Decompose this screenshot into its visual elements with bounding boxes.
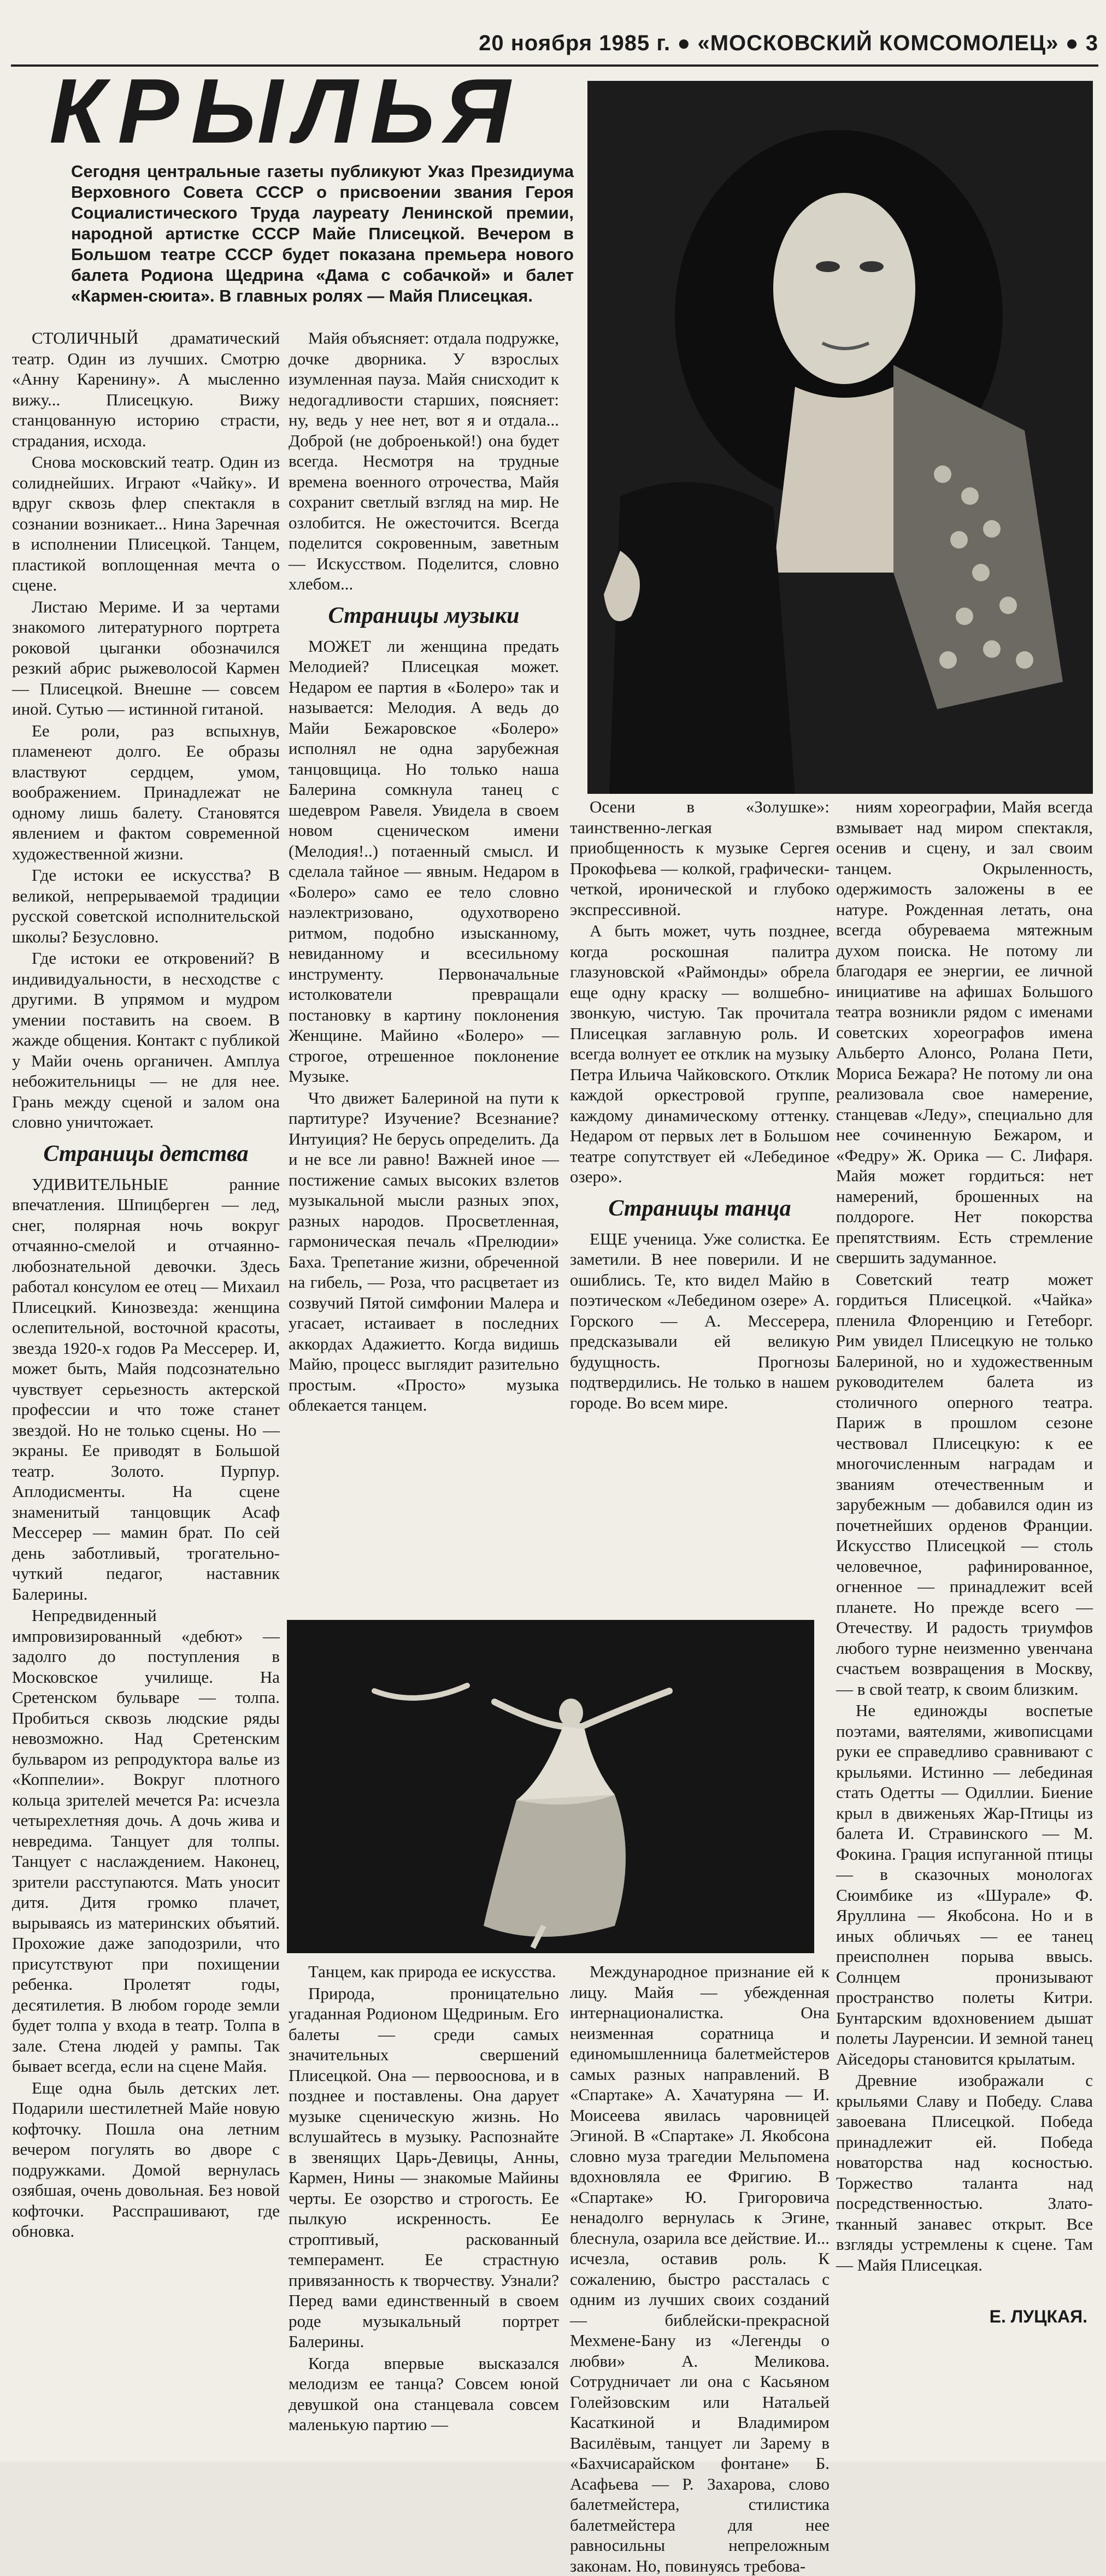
paragraph: Когда впервые высказался мелодизм ее танца? Совсем юной девушкой она станцевала совсем маленькую партию —	[289, 2353, 559, 2434]
paragraph: СТОЛИЧНЫЙ драматический театр. Один из лучших. Смотрю «Анну Каренину». А мысленно вижу... Плисецкую. Вижу станцованную историю страсти, страдания, исхода.	[12, 328, 280, 450]
paragraph: МОЖЕТ ли женщина предать Мелодией? Плисецкая может. Недаром ее партия в «Болеро» так и называется: Мелодия. А ведь до Майи Бежаровское «Болеро» исполнял не одна зарубежная танцовщица. Но только наша Балерина сомкнула танец с шедевром Равеля. Увидела в своем новом сценическом имени (Мелодия!..) потаенный смысл. И сделала тайное — явным. Недаром в «Болеро» само ее тело словно наэлектризовано, одухотворено ритмом, подобно изысканному, невиданному и всесильному инструменту. Первоначальные истолкователи превращали постановку в картину поклонения Женщине. Майино «Болеро» — строгое, отрешенное поклонение Музыке.	[289, 636, 559, 1086]
subheading-music: Страницы музыки	[328, 603, 520, 628]
column-2	[289, 328, 559, 1617]
paragraph: Танцем, как природа ее искусства.	[308, 1962, 556, 1981]
column-2-continued	[289, 1961, 559, 2453]
paragraph: Древние изображали с крыльями Славу и Победу. Слава завоевана Плисецкой. Победа принадлежит ей. Победа новаторства над косностью. Торжество таланта над посредственностью. Злато-тканный занавес открыт. Все взгляды устремлены к сцене. Там — Майя Плисецкая.	[836, 2071, 1093, 2274]
paragraph: Осени в «Золушке»: таинственно-легкая приобщенность к музыке Сергея Прокофьева — колкой, графически-четкой, иронической и глубоко экспрессивной.	[570, 797, 829, 919]
author-signature: Е. ЛУЦКАЯ.	[989, 2307, 1087, 2326]
column-3-continued	[570, 1961, 829, 2575]
portrait-photo	[587, 81, 1093, 794]
lead-paragraph: Сегодня центральные газеты публикуют Указ Президиума Верховного Совета СССР о присвоении звания Героя Социалистического Труда лауреату Ленинской премии, народной артистке СССР Майе Плисецкой. Вечером в Большом театре СССР будет показана премьера нового балета Родиона Щедрина «Дама с собачкой» и балет «Кармен-сюита». В главных ролях — Майя Плисецкая.	[71, 162, 574, 305]
paragraph: Снова московский театр. Один из солиднейших. Играют «Чайку». И вдруг сквозь флер спектакля в сознании возникает... Нина Заречная в исполнении Плисецкой. Танцем, пластикой воплощенная мечта о сцене.	[12, 452, 280, 594]
headline: КРЫЛЬЯ	[49, 60, 522, 162]
paragraph: Непредвиденный импровизированный «дебют» — задолго до поступления в Московское училище. На Сретенском бульваре — толпа. Пробиться сквозь людские ряды невозможно. Над Сретенским бульваром из репродуктора валье из «Коппелии». Вокруг плотного кольца зрителей мечется Ра: исчезла четырехлетняя дочь. А дочь жива и невредима. Танцует для толпы. Танцует с наслаждением. Наконец, зрители расступаются. Мать уносит дитя. Дитя громко плачет, вырываясь из материнских объятий. Прохожие даже заподозрили, что присутствуют при похищении ребенка. Пролетят годы, десятилетия. В любом городе земли будет толпа у входа в театр. Толпа в зале. Стена людей у рампы. Так бывает всегда, если на сцене Майя.	[12, 1606, 280, 2076]
subheading-childhood: Страницы детства	[43, 1141, 249, 1166]
subheading-dance: Страницы танца	[608, 1195, 791, 1221]
paragraph: Ее роли, раз вспыхнув, пламенеют долго. Ее образы властвуют сердцем, умом, воображением. Принадлежат не одному лишь балету. Становятся явлением и фактом современной художественной жизни.	[12, 721, 280, 863]
paragraph: Где истоки ее искусства? В великой, непрерываемой традиции русской советской исполнительской школы? Безусловно.	[12, 865, 280, 946]
paragraph: ниям хореографии, Майя всегда взмывает над миром спектакля, осенив и сцену, и зал своим танцем. Окрыленность, одержимость заложены в ее натуре. Рожденная летать, она всегда обуреваема мятежным духом поиска. Не потому ли благодаря ее энергии, ее личной инициативе на афишах Большого театра возникли рядом с именами советских хореографов имена Альберто Алонсо, Ролана Пети, Мориса Бежара? Не потому ли она реализовала свое намерение, станцевав «Леду», специально для нее сочиненную Бежаром, и «Федру» Ж. Орика — С. Лифаря. Майя может гордиться: нет намерений, брошенных на полдороге. Нет покорства препятствиям. Есть стремление свершить задуманное.	[836, 797, 1093, 1267]
paragraph: Советский театр может гордиться Плисецкой. «Чайка» пленила Флоренцию и Гетеборг. Рим увидел Плисецкую не только Балериной, но и художественным руководителем балета из столичного оперного театра. Париж в прошлом сезоне чествовал Плисецкую: к ее многочисленным наградам и званиям отечественным и зарубежным — добавился один из почетнейших орденов Франции. Искусство Плисецкой — столь человечное, рафинированное, огненное — принадлежит всей планете. Но прежде всего — Отечеству. И радость триумфов любого турне неизменно увенчана счастьем возвращения в Москву, — в свой театр, к своим близким.	[836, 1269, 1093, 1699]
column-4	[836, 797, 1093, 2304]
paragraph: ЕЩЕ ученица. Уже солистка. Ее заметили. В нее поверили. И не ошиблись. Те, кто видел Майю в поэтическом «Лебедином озере» А. Горского — А. Мессерера, предсказывали ей великую будущность. Прогнозы подтвердились. Не только в нашем городе. Во всем мире.	[570, 1229, 829, 1412]
paragraph: Не единожды воспетые поэтами, ваятелями, живописцами руки ее справедливо сравнивают с крыльями. Истинно — лебединая стать Одетты — Одиллии. Биение крыл в движеньях Жар-Птицы из балета И. Стравинского — М. Фокина. Грация испуганной птицы — в сказочных монологах Сюимбике из «Шурале» Ф. Яруллина — Якобсона. Но и в иных обличьях — ее танец преисполнен порыва ввысь. Солнцем пронизывают пространство полеты Китри. Бунтарским вдохновением дышат полеты Лауренсии. И земной танец Айседоры становится крылатым.	[836, 1701, 1093, 2068]
paragraph: Международное признание ей к лицу. Майя — убежденная интернационалистка. Она неизменная соратница и единомышленница балетмейстеров самых разных направлений. В «Спартаке» А. Хачатуряна — И. Моисеева явилась чаровницей Эгиной. В «Спартаке» Л. Якобсона словно муза трагедии Мельпомена вдохновляла ее Фригию. В «Спартаке» Ю. Григоровича ненадолго вернулась к Эгине, блеснула, озарила все действие. И... исчезла, оставив роль. К сожалению, быстро рассталась с одним из лучших своих созданий — библейски-прекрасной Мехмене-Бану из «Легенды о любви» А. Меликова. Сотрудничает ли она с Касьяном Голейзовским или Натальей Касаткиной и Владимиром Василёвым, танцует ли Зарему в «Бахчисарайском фонтане» Б. Асафьева — Р. Захарова, слово балетмейстера, стилистика балетмейстера для нее равносильны непреложным законам. Но, повинуясь требова-	[570, 1962, 829, 2575]
paragraph: Листаю Мериме. И за чертами знакомого литературного портрета роковой цыганки обозначился резкий абрис рыжеволосой Кармен — Плисецкой. Внешне — совсем иной. Сутью — истинной гитаной.	[12, 597, 280, 718]
masthead: 20 ноября 1985 г. ● «МОСКОВСКИЙ КОМСОМОЛЕЦ» ● 3	[11, 22, 1098, 67]
paragraph: Где истоки ее откровений? В индивидуальности, в несходстве с другими. В упрямом и мудром умении поставить на своем. В жажде общения. Контакт с публикой у Майи очень органичен. Амплуа небожительницы — не для нее. Грань между сценой и залом она словно уничтожает.	[12, 948, 280, 1131]
paragraph: Майя объясняет: отдала подружке, дочке дворника. У взрослых изумленная пауза. Майя снисходит к недогадливости старших, поясняет: ну, ведь у нее нет, вот я и отдала... Доброй (не доброенькой!) она будет всегда. Несмотря на трудные времена военного отрочества, Майя сохранит светлый взгляд на мир. Не озлобится. Не ожесточится. Всегда поделится сокровенным, заветным — Искусством. Поделится, словно хлебом...	[289, 328, 559, 593]
paragraph: Что движет Балериной на пути к партитуре? Изучение? Всезнание? Интуиция? Не берусь определить. Да и не все ли равно! Важней иное — постижение самых высоких взлетов музыкальной мысли разных эпох, разных народов. Просветленная, гармоническая печаль «Прелюдии» Баха. Трепетание жизни, обреченной на гибель, — Роза, что расцветает из созвучий Пятой симфонии Малера и угасает, истаивает в последних аккордах Адажиетто. Когда видишь Майю, процесс выглядит разительно простым. «Просто» музыка облекается танцем.	[289, 1088, 559, 1414]
paragraph: Природа, проницательно угаданная Родионом Щедриным. Его балеты — среди самых значительных свершений Плисецкой. Она — первооснова, и в позднее и поставлены. Она дарует музыке сценическую жизнь. Но вслушайтесь в музыку. Распознайте в звенящих Царь-Девицы, Анны, Кармен, Нины — знакомые Майины черты. Ее озорство и строгость. Ее пылкую искренность. Ее строптивый, раскованный темперамент. Ее страстную привязанность к творчеству. Узнали? Перед вами единственный в своем роде музыкальный портрет Балерины.	[289, 1983, 559, 2351]
paragraph: Еще одна быль детских лет. Подарили шестилетней Майе новую кофточку. Пошла она летним вечером погулять во дворе с подружками. Домой вернулась озябшая, очень довольная. Без новой кофточки. Расспрашивают, где обновка.	[12, 2078, 280, 2241]
ballerina-photo	[287, 1620, 814, 1953]
paragraph: А быть может, чуть позднее, когда роскошная палитра глазуновской «Раймонды» обрела еще одну краску — волшебно-звонкую, чистую. Так прочитала Плисецкая заглавную роль. И всегда волнует ее отклик на музыку Петра Ильича Чайковского. Отклик каждой оркестровой группе, каждому динамическому оттенку. Недаром от первых лет в Большом театре сопутствует ей «Лебединое озеро».	[570, 921, 829, 1186]
column-3	[570, 797, 829, 1616]
column-1	[12, 328, 280, 2311]
paragraph: УДИВИТЕЛЬНЫЕ ранние впечатления. Шпицберген — лед, снег, полярная ночь вокруг отчаянно-смелой и отчаянно-любознательной девочки. Здесь работал консулом ее отец — Михаил Плисецкий. Кинозвезда: женщина ослепительной, восточной красоты, звезда 1920-х годов Ра Мессерер. И, может быть, Майя подсознательно чувствует серьезность актерской профессии и что тоже станет звездой. Но не только сцены. Но — экраны. Ее приводят в Большой театр. Золото. Пурпур. Аплодисменты. На сцене знаменитый танцовщик Асаф Мессерер — мамин брат. По сей день заботливый, трогательно-чуткий педагог, наставник Балерины.	[12, 1174, 280, 1604]
